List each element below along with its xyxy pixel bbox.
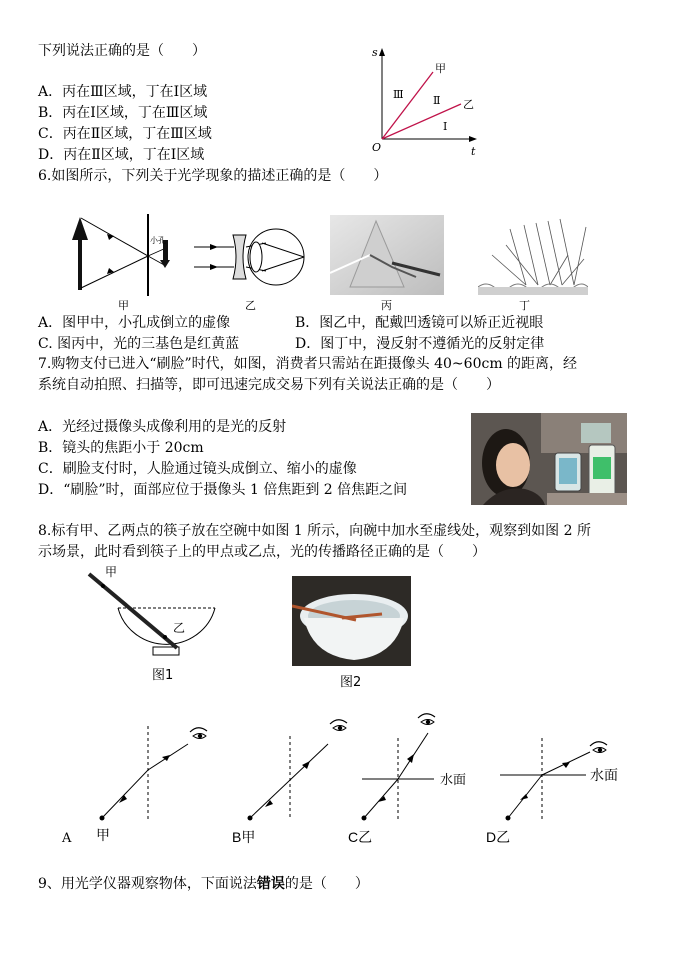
option-a-point-label: 甲 <box>96 827 110 843</box>
yi-label: 乙 <box>463 98 474 111</box>
q5-option-b: B．丙在Ⅰ区域，丁在Ⅲ区域 <box>38 105 208 121</box>
region-1-label: Ⅰ <box>443 120 448 133</box>
option-a-diagram <box>60 708 220 848</box>
pinhole-figure <box>68 212 180 296</box>
line-jia <box>382 72 433 139</box>
fig1-caption: 图1 <box>152 668 174 683</box>
q5-option-a: A．丙在Ⅲ区域，丁在Ⅰ区域 <box>38 84 208 100</box>
q6-option-a: A．图甲中，小孔成倒立的虚像 <box>38 315 231 331</box>
q7-option-a: A．光经过摄像头成像利用的是光的反射 <box>38 419 287 435</box>
q9-stem <box>38 875 369 893</box>
option-d-water-label: 水面 <box>590 767 618 783</box>
myopia-eye-figure <box>190 220 308 292</box>
fig1-jia-label: 甲 <box>105 565 118 579</box>
fig-ding-caption: 丁 <box>519 299 530 312</box>
diffuse-reflection-figure <box>478 215 588 295</box>
face-payment-photo <box>471 413 627 505</box>
jia-label: 甲 <box>435 62 446 75</box>
line-yi <box>382 104 461 139</box>
q9-stem-post: 的是（ ） <box>284 876 369 892</box>
q6-option-d: D．图丁中，漫反射不遵循光的反射定律 <box>295 336 545 352</box>
q8-stem-line1: 8.标有甲、乙两点的筷子放在空碗中如图 1 所示，向碗中加水至虚线处，观察到如图 2 所 <box>38 523 591 539</box>
fig1-yi-label: 乙 <box>173 621 186 635</box>
option-d-label: D乙 <box>486 829 511 845</box>
t-axis-label: t <box>471 145 476 158</box>
option-c-water-label: 水面 <box>440 772 467 787</box>
region-2-label: Ⅱ <box>433 94 441 107</box>
fig-yi-caption: 乙 <box>245 299 256 312</box>
q9-stem-pre: 9、用光学仪器观察物体，下面说法 <box>38 876 257 892</box>
fig-bing-caption: 丙 <box>381 299 392 312</box>
option-c-diagram <box>342 708 482 848</box>
q8-stem-line2: 示场景，此时看到筷子上的甲点或乙点，光的传播路径正确的是（ ） <box>38 544 486 560</box>
q9-stem-bold: 错误 <box>256 876 285 892</box>
pinhole-label: 小孔 <box>150 236 166 245</box>
region-3-label: Ⅲ <box>393 88 404 101</box>
q7-stem-line2: 系统自动拍照、扫描等，即可迅速完成交易下列有关说法正确的是（ ） <box>38 377 500 393</box>
q6-option-c: C. 图丙中，光的三基色是红黄蓝 <box>38 336 240 352</box>
option-b-label: B甲 <box>232 829 256 845</box>
st-graph <box>365 44 485 160</box>
q7-option-c: C．刷脸支付时，人脸通过镜头成倒立、缩小的虚像 <box>38 461 357 477</box>
origin-label: O <box>372 141 382 154</box>
bowl-figure-1 <box>85 564 225 656</box>
q7-stem-line1: 7.购物支付已进入“刷脸”时代，如图，消费者只需站在距摄像头 40~60cm 的距离，经 <box>38 356 578 372</box>
q6-option-b: B．图乙中，配戴凹透镜可以矫正近视眼 <box>295 315 544 331</box>
q5-option-d: D．丙在Ⅱ区域，丁在Ⅰ区域 <box>38 147 205 163</box>
prism-figure <box>330 215 444 295</box>
option-a-letter: A <box>62 831 72 846</box>
fig-jia-caption: 甲 <box>118 299 129 312</box>
option-c-label: C乙 <box>348 829 373 845</box>
q5-option-c: C．丙在Ⅱ区域，丁在Ⅲ区域 <box>38 126 212 142</box>
option-d-diagram <box>480 708 640 848</box>
bowl-photo-2 <box>292 576 411 666</box>
s-axis-label: s <box>372 46 378 59</box>
q6-stem: 6.如图所示，下列关于光学现象的描述正确的是（ ） <box>38 168 388 184</box>
fig2-caption: 图2 <box>340 675 362 690</box>
q5-stem: 下列说法正确的是（ ） <box>38 43 206 59</box>
q7-option-d: D．“刷脸”时，面部应位于摄像头 1 倍焦距到 2 倍焦距之间 <box>38 482 408 498</box>
q7-option-b: B．镜头的焦距小于 20cm <box>38 440 204 456</box>
